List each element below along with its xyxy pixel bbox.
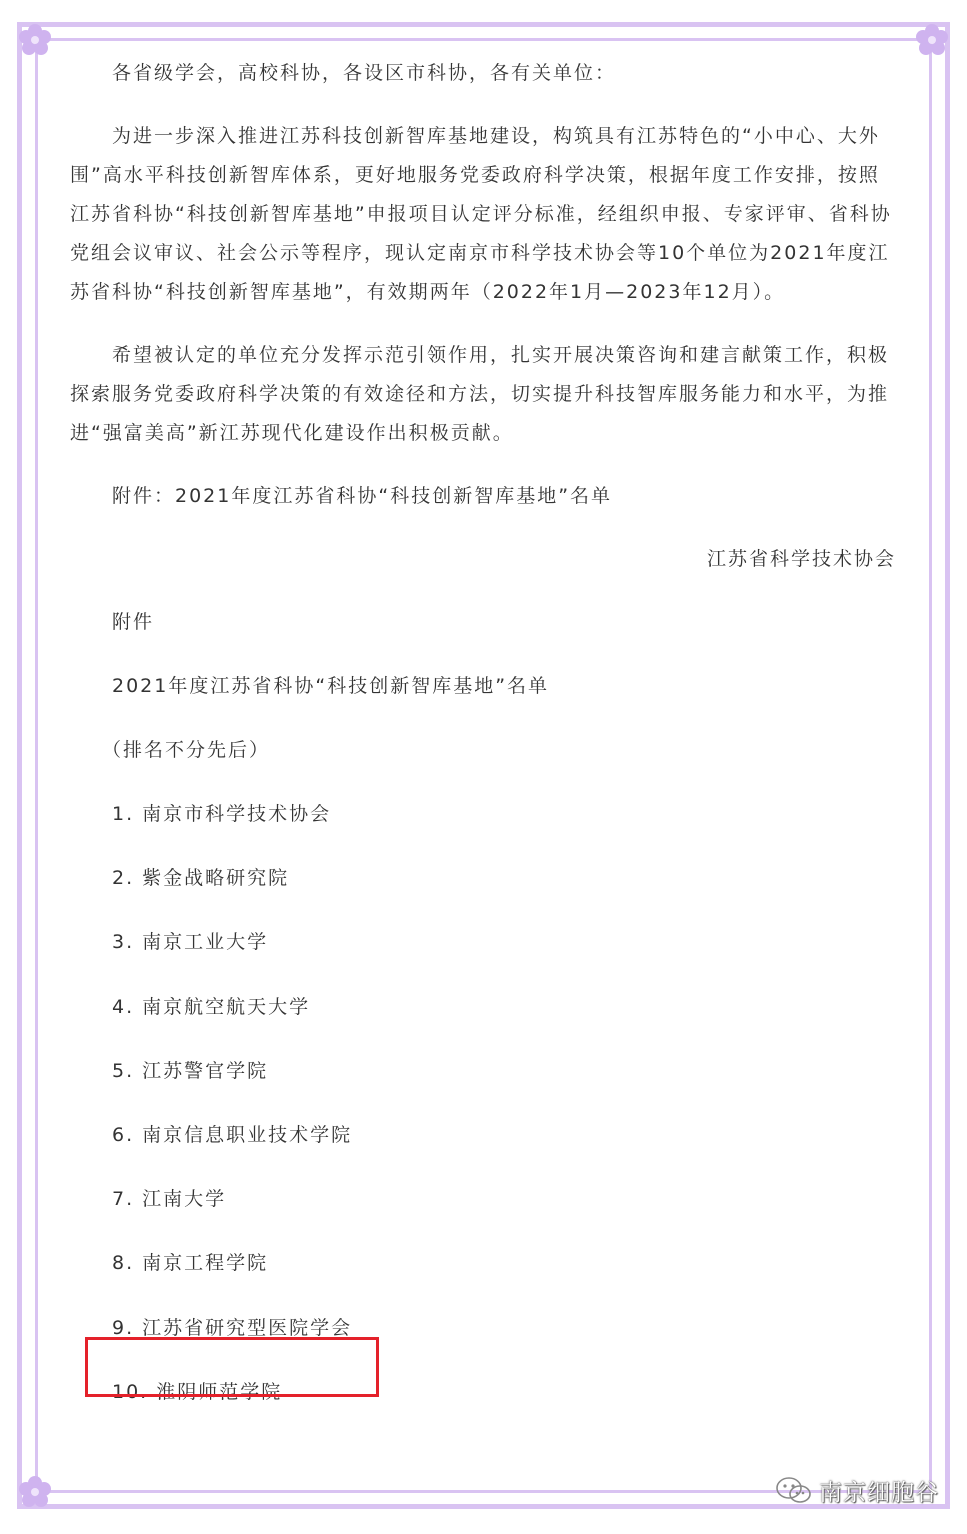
flower-icon [17, 1474, 53, 1510]
attachment-order-note: （排名不分先后） [102, 739, 271, 761]
list-item: 3. 南京工业大学 [112, 931, 269, 954]
list-item: 4. 南京航空航天大学 [112, 995, 311, 1018]
list-item: 1. 南京市科学技术协会 [112, 803, 332, 825]
watermark-text: 南京细胞谷 [819, 1480, 939, 1506]
wechat-icon [775, 1476, 813, 1506]
flower-icon [914, 22, 950, 58]
list-item: 6. 南京信息职业技术学院 [112, 1123, 353, 1146]
salutation: 各省级学会，高校科协，各设区市科协，各有关单位： [112, 62, 617, 84]
document-body [70, 54, 896, 1437]
highlight-box [85, 1337, 379, 1397]
list-item: 10. 淮阴师范学院 [112, 1380, 283, 1403]
attachment-note: 附件：2021年度江苏省科协“科技创新智库基地”名单 [112, 485, 613, 507]
list-item: 2. 紫金战略研究院 [112, 867, 290, 890]
list-item: 8. 南京工程学院 [112, 1252, 269, 1275]
watermark [775, 1474, 939, 1507]
paragraph-expectation: 希望被认定的单位充分发挥示范引领作用，扎实开展决策咨询和建言献策工作，积极探索服务党委政府科学决策的有效途径和方法，切实提升科技智库服务能力和水平，为推进“强富美高”新江苏现代化建设作出积极贡献。 [70, 344, 890, 444]
attachment-title: 2021年度江苏省科协“科技创新智库基地”名单 [112, 675, 550, 697]
paragraph-main: 为进一步深入推进江苏科技创新智库基地建设，构筑具有江苏特色的“小中心、大外围”高水平科技创新智库体系，更好地服务党委政府科学决策，根据年度工作安排，按照江苏省科协“科技创新智库基地”申报项目认定评分标准，经组织申报、专家评审、省科协党组会议审议、社会公示等程序，现认定南京市科学技术协会等10个单位为2021年度江苏省科协“科技创新智库基地”，有效期两年（2022年1月—2023年12月）。 [70, 125, 892, 303]
attachment-heading: 附件 [112, 611, 155, 633]
list-item-highlighted: 9. 江苏省研究型医院学会 [112, 1316, 353, 1339]
flower-icon [17, 22, 53, 58]
list-item: 7. 江南大学 [112, 1188, 227, 1211]
signature: 江苏省科学技术协会 [706, 548, 896, 570]
list-item: 5. 江苏警官学院 [112, 1059, 269, 1082]
